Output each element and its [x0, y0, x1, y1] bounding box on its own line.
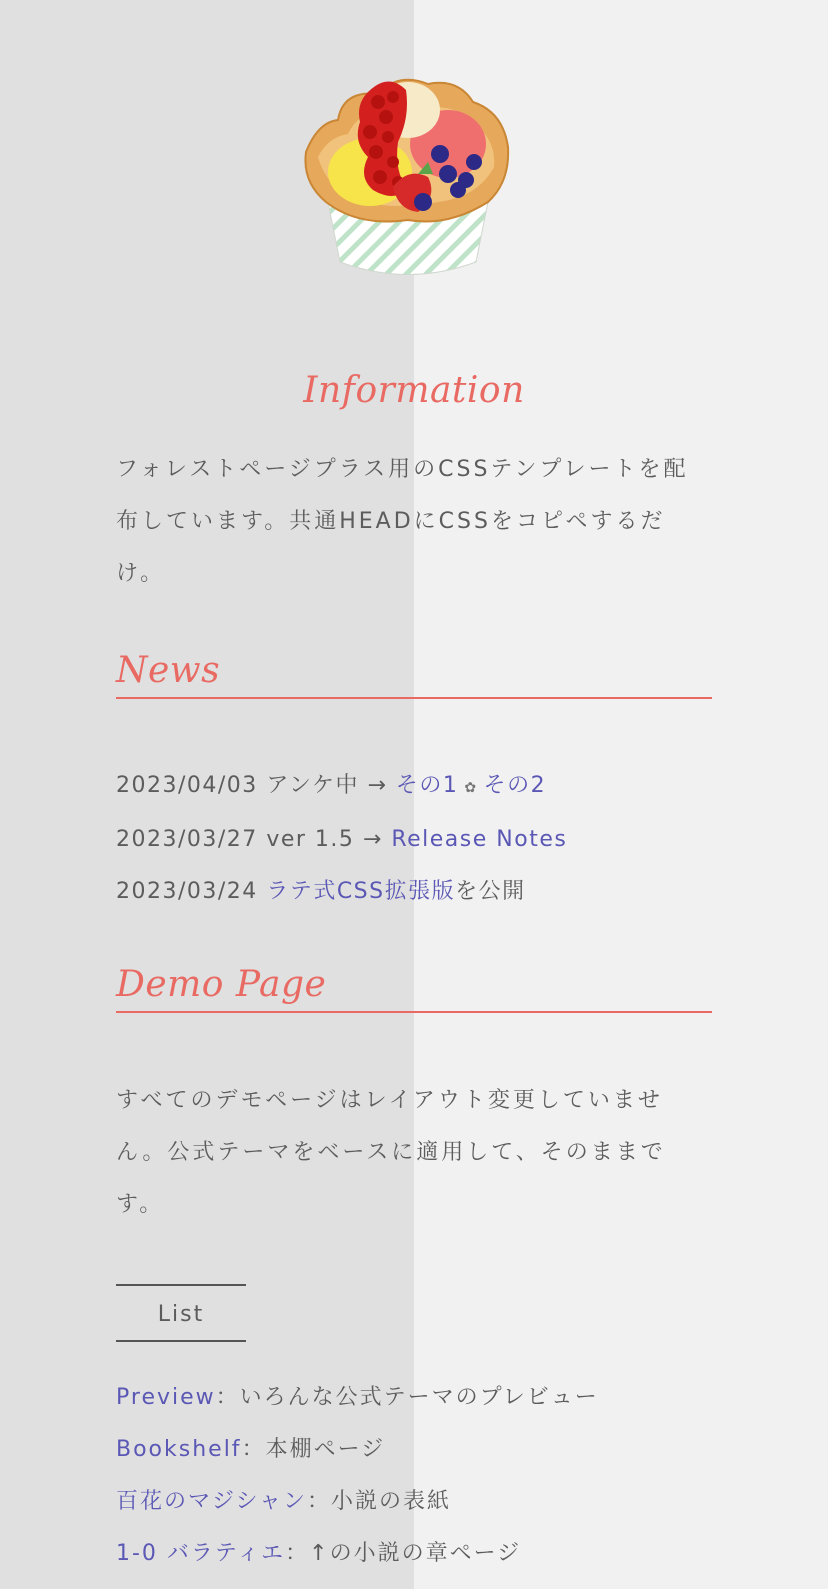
news-text: アンケ中 → [266, 773, 388, 798]
ice-cream-cup-icon [298, 62, 518, 286]
release-notes-link[interactable]: Release Notes [391, 827, 568, 852]
list-item-desc: ：本棚ページ [241, 1437, 386, 1462]
survey-link-2[interactable]: その2 [483, 773, 547, 798]
list-item [116, 1424, 756, 1476]
list-item [116, 1372, 756, 1424]
list-item-desc: ：↑の小説の章ページ [285, 1541, 522, 1566]
novel-cover-link[interactable]: 百花のマジシャン [116, 1489, 308, 1514]
news-section-header [116, 650, 712, 699]
survey-link-1[interactable]: その1 [395, 773, 459, 798]
flower-icon: ✿ [464, 780, 478, 796]
demo-list [116, 1372, 756, 1580]
list-item [116, 1528, 756, 1580]
news-date: 2023/03/24 [116, 879, 258, 904]
news-title: News [116, 650, 221, 691]
list-item-desc: ：いろんな公式テーマのプレビュー [215, 1385, 599, 1410]
demo-title: Demo Page [116, 964, 327, 1005]
demo-section-header [116, 964, 712, 1013]
bookshelf-link[interactable]: Bookshelf [116, 1437, 242, 1462]
news-text: ver 1.5 → [266, 827, 383, 852]
list-item-desc: ：小説の表紙 [307, 1489, 452, 1514]
news-item [116, 760, 736, 814]
news-date: 2023/03/27 [116, 827, 258, 852]
list-label: List [116, 1284, 246, 1342]
information-title: Information [303, 370, 525, 411]
chapter-page-link[interactable]: 1-0 バラティエ [116, 1541, 286, 1566]
demo-text: すべてのデモページはレイアウト変更していません。公式テーマをベースに適用して、そのままです。 [116, 1088, 666, 1217]
information-text: フォレストページプラス用のCSSテンプレートを配布しています。共通HEADにCSSをコピペするだけ。 [116, 457, 689, 586]
list-item [116, 1476, 756, 1528]
news-list [116, 760, 736, 918]
extended-css-link[interactable]: ラテ式CSS拡張版 [266, 879, 456, 904]
news-item [116, 814, 736, 866]
news-text: を公開 [455, 879, 526, 904]
news-date: 2023/04/03 [116, 773, 258, 798]
preview-link[interactable]: Preview [116, 1385, 216, 1410]
news-item [116, 866, 736, 918]
